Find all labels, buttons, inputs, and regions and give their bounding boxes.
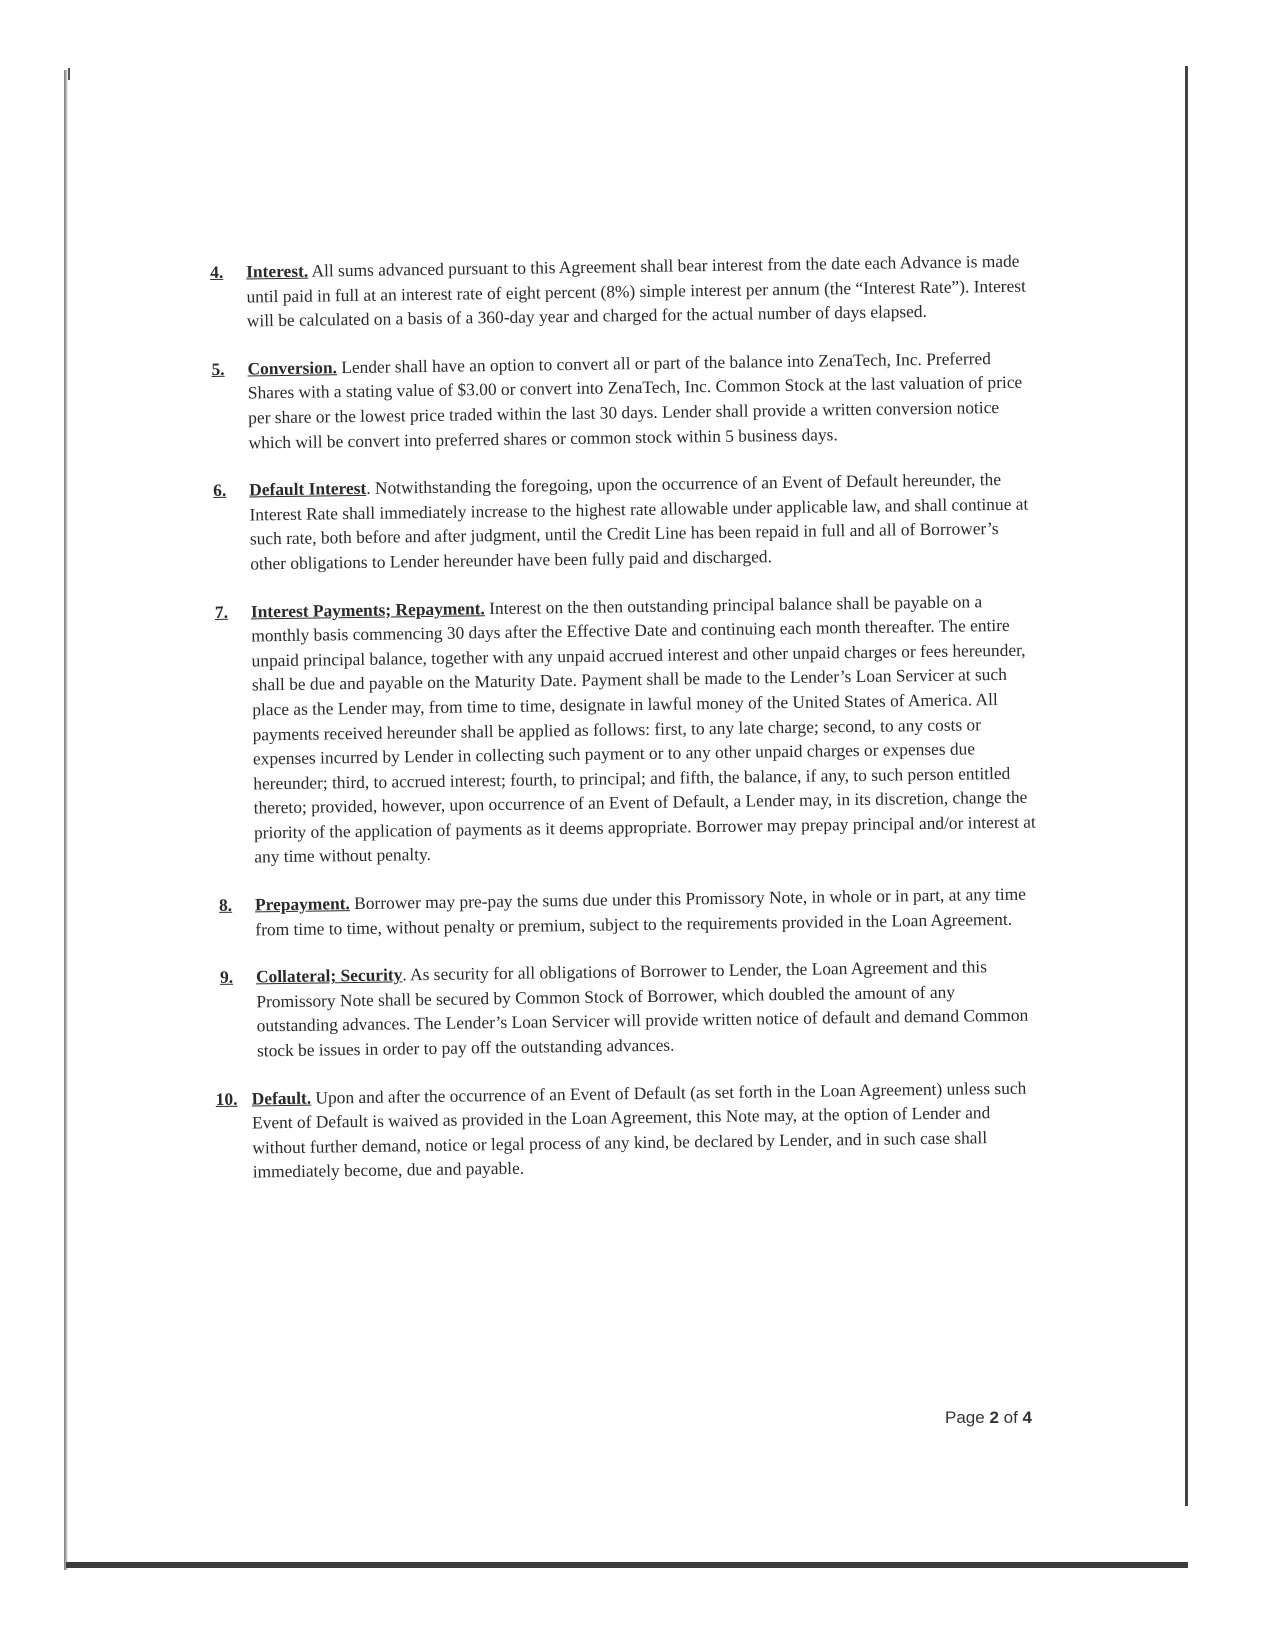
clause-text: Interest on the then outstanding principal balance shall be payable on a monthly basis commencing 30 days after the Effective Date and continuing each month thereafter. The entire unpaid principal balance, together with any unpaid accrued interest and other unpaid charges or fees hereunder, shall be due and payable on the Maturity Date. Payment shall be made to the Lender’s Loan Servicer at such place as the Lender may, from time to time, designate in lawful money of the United States of America. All payments received hereunder shall be applied as follows: first, to any late charge; second, to any costs or expenses incurred by Lender in collecting such payment or to any other unpaid charges or expenses due hereunder; third, to accrued interest; fourth, to principal; and fifth, the balance, if any, to such person entitled thereto; provided, however, upon occurrence of an Event of Default, a Lender may, in its discretion, change the priority of the application of payments as it deems appropriate. Borrower may prepay principal and/or interest at any time without penalty. <box>251 590 1036 867</box>
clause-interest-payments-repayment <box>215 588 1039 870</box>
clause-default-interest <box>213 467 1034 577</box>
clause-heading: Prepayment. <box>254 893 350 915</box>
clause-number: 6. <box>213 479 227 501</box>
clause-heading: Default Interest <box>249 477 367 500</box>
clause-number: 10. <box>215 1088 238 1109</box>
scan-right-edge <box>1185 66 1188 1506</box>
clause-prepayment <box>219 882 1040 943</box>
page-middle: of <box>998 1408 1023 1427</box>
scan-left-edge <box>64 70 68 1570</box>
clause-heading: Conversion. <box>247 357 338 379</box>
clause-text: . As security for all obligations of Borrower to Lender, the Loan Agreement and this Promissory Note shall be secured by Common Stock of Borrower, which doubled the amount of any outstanding advances. The Lender’s Loan Servicer will provide written notice of default and demand Common stock be issues in order to pay off the outstanding advances. <box>256 956 1029 1061</box>
clause-default <box>215 1075 1043 1185</box>
clause-conversion <box>211 345 1032 455</box>
clause-text: Upon and after the occurrence of an Event of Default (as set forth in the Loan Agreement) unless such Event of Default is waived as provided in the Loan Agreement, this Note may, at the option of Lender and without further demand, notice or legal process of any kind, be declared by Lender, and in such case shall immediately become, due and payable. <box>251 1077 1027 1182</box>
clause-interest <box>210 249 1031 334</box>
clause-heading: Collateral; Security <box>255 964 403 987</box>
page-number <box>945 1408 1032 1428</box>
page-total: 4 <box>1022 1408 1032 1427</box>
clause-number: 7. <box>214 601 229 622</box>
clause-number: 5. <box>211 358 225 379</box>
clause-number: 9. <box>219 966 234 988</box>
clause-text: All sums advanced pursuant to this Agreement shall bear interest from the date each Advance is made until paid in full at an interest rate of eight percent (8%) simple interest per annum (the “Interest Rate”). Interest will be calculated on a basis of a 360-day year and charged for the actual number of days elapsed. <box>246 250 1026 331</box>
scan-edge-mark <box>68 68 70 80</box>
page-current: 2 <box>989 1408 999 1427</box>
clause-collateral-security <box>220 954 1041 1064</box>
clause-text: Borrower may pre-pay the sums due under this Promissory Note, in whole or in part, at any time from time to time, without penalty or premium, subject to the requirements provided in the Loan Agreement. <box>255 883 1027 940</box>
clause-text: Lender shall have an option to convert all or part of the balance into ZenaTech, Inc. Preferred Shares with a stating value of $3.00 or convert into ZenaTech, Inc. Common Stock at the last valuation of price per share or the lowest price traded within the last 30 days. Lender shall provide a written conversion notice which will be convert into preferred shares or common stock within 5 business days. <box>247 347 1023 453</box>
scan-bottom-edge <box>66 1562 1188 1568</box>
clause-heading: Default. <box>251 1087 312 1109</box>
clause-number: 8. <box>218 894 233 915</box>
clause-number: 4. <box>210 261 224 282</box>
clause-heading: Interest. <box>246 260 309 282</box>
document-body <box>210 249 1043 1208</box>
page-prefix: Page <box>945 1408 990 1427</box>
clause-text: . Notwithstanding the foregoing, upon the occurrence of an Event of Default hereunder, the Interest Rate shall immediately increase to the highest rate allowable under applicable law, and shall continue at such rate, both before and after judgment, until the Credit Line has been repaid in full and all of Borrower’s other obligations to Lender hereunder have been fully paid and discharged. <box>249 469 1029 574</box>
clause-heading: Interest Payments; Repayment. <box>250 597 485 621</box>
